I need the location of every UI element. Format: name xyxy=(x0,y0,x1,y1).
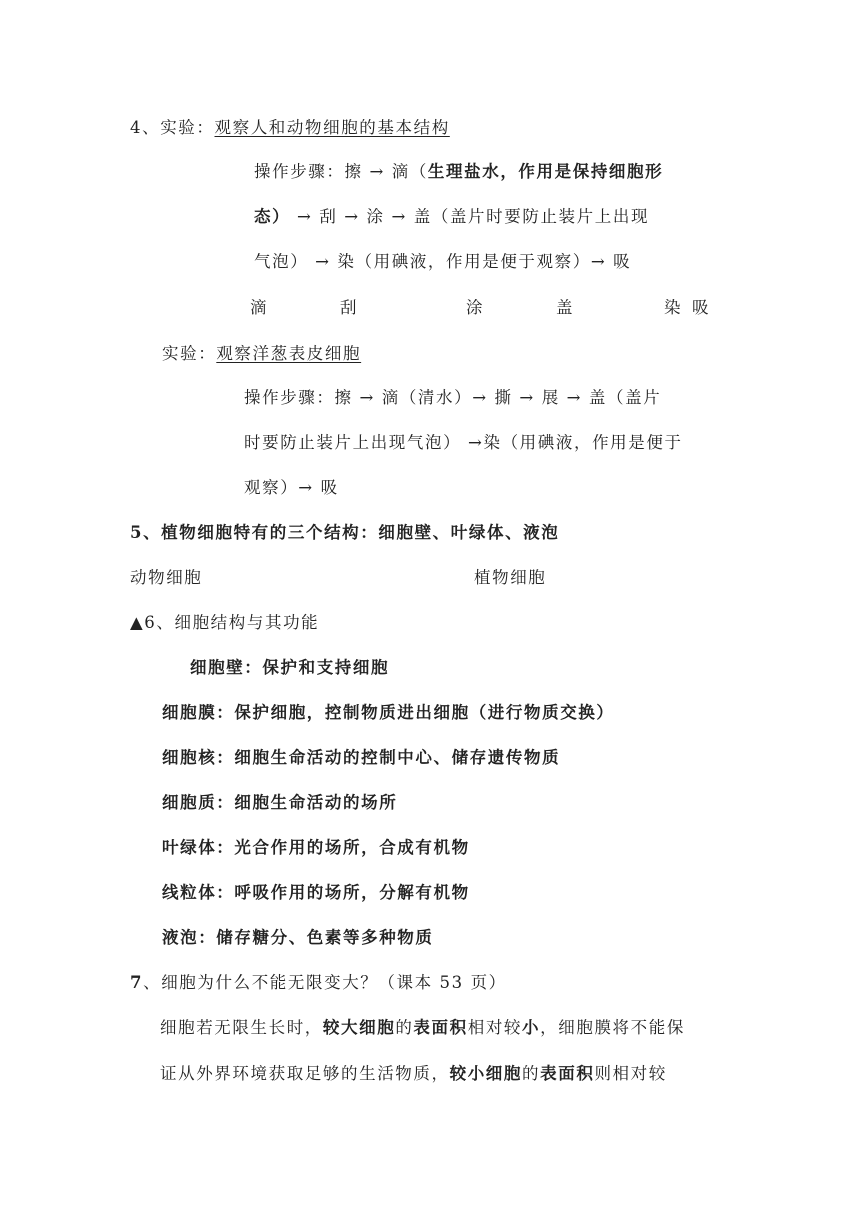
onion-title: 观察洋葱表皮细胞 xyxy=(216,344,362,363)
sec7-paragraph-line-1 xyxy=(160,1016,685,1040)
item-chloroplast: 叶绿体：光合作用的场所，合成有机物 xyxy=(162,838,470,857)
exp4-label-scrape: 刮 xyxy=(340,298,359,317)
exp4-heading xyxy=(130,116,450,140)
item-cytoplasm: 细胞质：细胞生命活动的场所 xyxy=(162,793,398,812)
bold-run: 小 xyxy=(522,1018,541,1037)
bold-run: 较大细胞 xyxy=(322,1018,396,1037)
exp4-step-bold-2: 态） xyxy=(254,207,291,226)
plant-cell-label: 植物细胞 xyxy=(474,568,547,587)
onion-step-line-1: 操作步骤：擦 → 滴（清水）→ 撕 → 展 → 盖（盖片 xyxy=(244,388,662,407)
text-run: 的 xyxy=(395,1018,414,1037)
text-run: ，细胞膜将不能保 xyxy=(540,1018,685,1037)
item-vacuole: 液泡：储存糖分、色素等多种物质 xyxy=(162,928,434,947)
bold-run: 表面积 xyxy=(413,1018,468,1037)
exp4-step-bold: 生理盐水，作用是保持细胞形 xyxy=(427,162,664,181)
exp4-label-stain: 染 xyxy=(664,298,683,317)
text-run: 证从外界环境获取足够的生活物质， xyxy=(160,1064,450,1083)
animal-cell-label: 动物细胞 xyxy=(130,568,203,587)
exp4-title: 观察人和动物细胞的基本结构 xyxy=(214,118,450,137)
text-run: 则相对较 xyxy=(594,1064,667,1083)
sec7-heading xyxy=(130,971,507,995)
text-run: 的 xyxy=(522,1064,541,1083)
exp4-step-line-2 xyxy=(254,205,649,229)
exp4-step-line-3: 气泡） → 染（用碘液，作用是便于观察）→ 吸 xyxy=(254,252,632,271)
item-nucleus: 细胞核：细胞生命活动的控制中心、储存遗传物质 xyxy=(162,748,561,767)
bold-run: 较小细胞 xyxy=(449,1064,523,1083)
sec7-paragraph-line-2 xyxy=(160,1062,667,1086)
exp4-label-cover: 盖 xyxy=(556,298,575,317)
exp4-label-smear: 涂 xyxy=(466,298,485,317)
exp4-step-text: 操作步骤：擦 → 滴（ xyxy=(254,162,428,181)
onion-prefix: 实验： xyxy=(162,344,217,363)
exp4-step-text-2: → 刮 → 涂 → 盖（盖片时要防止装片上出现 xyxy=(290,207,650,226)
sec7-title: 、细胞为什么不能无限变大？（课本 53 页） xyxy=(143,973,507,992)
sec6-title: ▲6、细胞结构与其功能 xyxy=(130,613,320,632)
text-run: 细胞若无限生长时， xyxy=(160,1018,323,1037)
item-mitochondria: 线粒体：呼吸作用的场所，分解有机物 xyxy=(162,883,470,902)
text-run: 相对较 xyxy=(467,1018,523,1037)
item-cell-membrane: 细胞膜：保护细胞，控制物质进出细胞（进行物质交换） xyxy=(162,703,615,722)
sec7-num: 7 xyxy=(130,973,144,992)
exp4-label-absorb: 吸 xyxy=(692,298,711,317)
onion-step-line-3: 观察）→ 吸 xyxy=(244,478,339,497)
onion-heading xyxy=(162,342,361,366)
sec5-title: 5、植物细胞特有的三个结构：细胞壁、叶绿体、液泡 xyxy=(130,523,560,542)
bold-run: 表面积 xyxy=(540,1064,595,1083)
exp4-step-line-1 xyxy=(254,160,663,184)
item-cell-wall: 细胞壁：保护和支持细胞 xyxy=(190,658,390,677)
onion-step-line-2: 时要防止装片上出现气泡） →染（用碘液，作用是便于 xyxy=(244,433,683,452)
exp4-label-drop: 滴 xyxy=(250,298,269,317)
exp4-prefix: 4、实验： xyxy=(130,118,215,137)
